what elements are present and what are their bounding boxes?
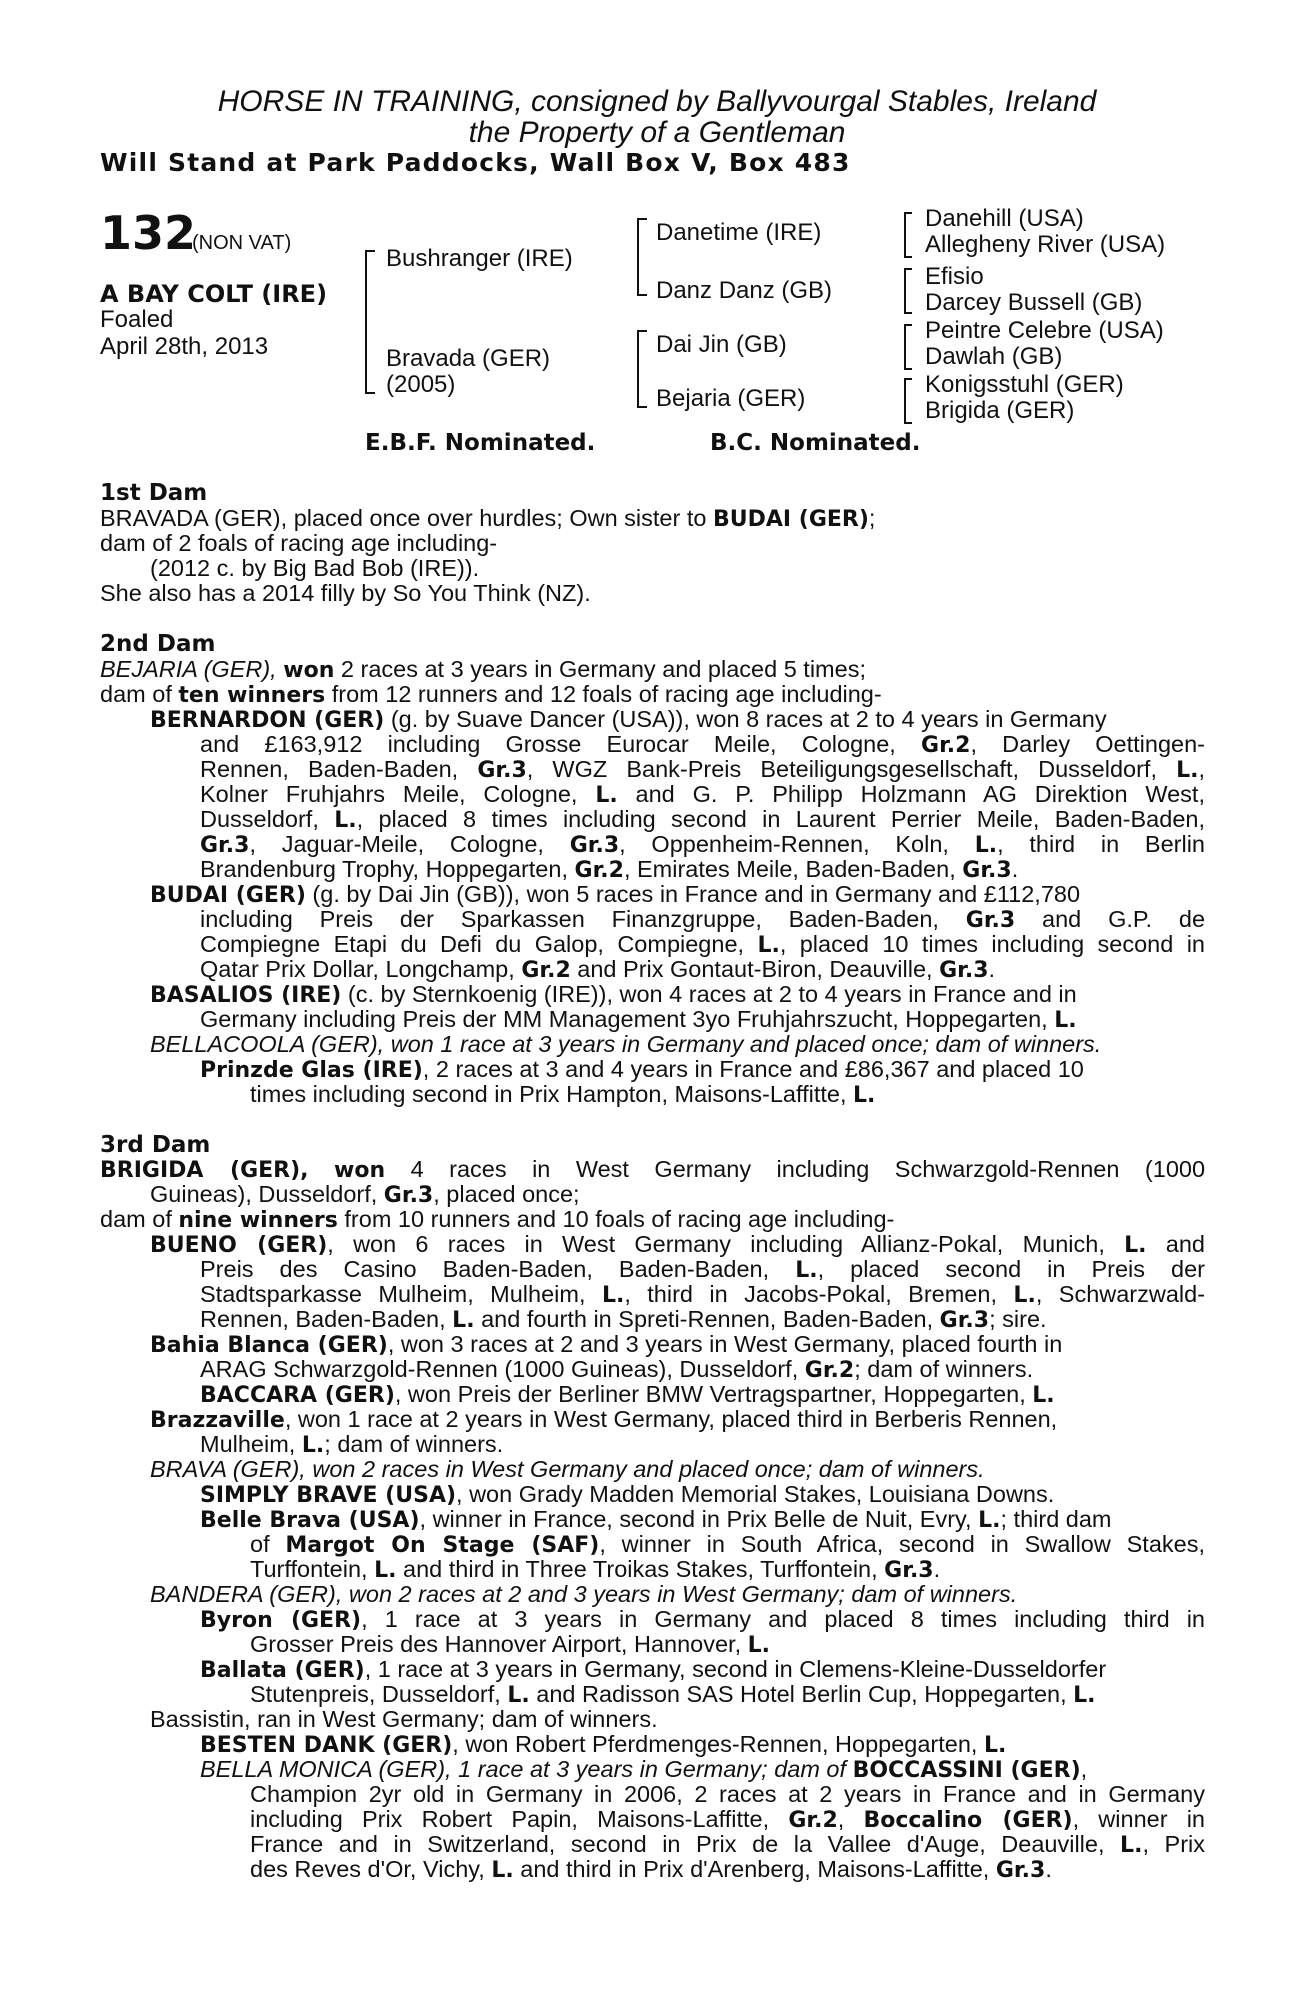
produce-line: including Preis der Sparkassen Finanzgruppe, Baden-Baden, Gr.3 and G.P. de	[200, 906, 1206, 933]
granddam-4: Darcey Bussell (GB)	[925, 289, 1143, 316]
produce-line: Byron (GER), 1 race at 3 years in Germany and placed 8 times including third in	[200, 1606, 1206, 1633]
sire: Bushranger (IRE)	[386, 245, 573, 272]
produce-line: BACCARA (GER), won Preis der Berliner BMW Vertragspartner, Hoppegarten, L.	[200, 1381, 1055, 1408]
granddam-2: Allegheny River (USA)	[925, 231, 1166, 258]
third-dam-line: BRIGIDA (GER), won 4 races in West Germany including Schwarzgold-Rennen (1000	[100, 1156, 1206, 1183]
grandsire-3: Efisio	[925, 263, 984, 290]
grandsire-5: Peintre Celebre (USA)	[925, 317, 1164, 344]
ebf-nominated: E.B.F. Nominated.	[365, 430, 596, 456]
second-dam-line: BEJARIA (GER), won 2 races at 3 years in Germany and placed 5 times;	[100, 656, 866, 683]
produce-line: Champion 2yr old in Germany in 2006, 2 races at 2 years in France and in Germany	[250, 1781, 1205, 1807]
produce-line: Rennen, Baden-Baden, L. and fourth in Spreti-Rennen, Baden-Baden, Gr.3; sire.	[200, 1306, 1047, 1333]
sire-sire: Danetime (IRE)	[656, 219, 822, 246]
produce-line: Preis des Casino Baden-Baden, Baden-Baden, L., placed second in Preis der	[200, 1256, 1206, 1283]
pedigree-brace	[637, 330, 647, 408]
dam-year: (2005)	[386, 371, 456, 398]
produce-line: BRAVA (GER), won 2 races in West Germany and placed once; dam of winners.	[150, 1456, 985, 1482]
pedigree-brace	[637, 218, 647, 296]
produce-line: BASALIOS (IRE) (c. by Sternkoenig (IRE)), won 4 races at 2 to 4 years in France and in	[150, 981, 1077, 1008]
produce-line: Bassistin, ran in West Germany; dam of winners.	[150, 1706, 658, 1732]
grandsire-7: Konigsstuhl (GER)	[925, 371, 1124, 398]
pedigree-brace	[904, 268, 912, 314]
first-dam-line: (2012 c. by Big Bad Bob (IRE)).	[150, 555, 480, 581]
foaled-label: Foaled	[100, 306, 174, 333]
produce-line: Compiegne Etapi du Defi du Galop, Compiegne, L., placed 10 times including second in	[200, 931, 1205, 958]
produce-line: Belle Brava (USA), winner in France, second in Prix Belle de Nuit, Evry, L.; third dam	[200, 1506, 1112, 1533]
first-dam-line: BRAVADA (GER), placed once over hurdles; Own sister to BUDAI (GER);	[100, 505, 876, 532]
second-dam-line: dam of ten winners from 12 runners and 12 foals of racing age including-	[100, 681, 882, 708]
produce-line: Germany including Preis der MM Management 3yo Fruhjahrszucht, Hoppegarten, L.	[200, 1006, 1077, 1033]
pedigree-brace	[365, 250, 375, 394]
pedigree-brace	[904, 378, 912, 424]
produce-line: Brandenburg Trophy, Hoppegarten, Gr.2, Emirates Meile, Baden-Baden, Gr.3.	[200, 856, 1019, 883]
produce-line: Gr.3, Jaguar-Meile, Cologne, Gr.3, Oppenheim-Rennen, Koln, L., third in Berlin	[200, 831, 1205, 858]
produce-line: Mulheim, L.; dam of winners.	[200, 1431, 504, 1458]
produce-line: Grosser Preis des Hannover Airport, Hannover, L.	[250, 1631, 771, 1658]
produce-line: Prinzde Glas (IRE), 2 races at 3 and 4 years in France and £86,367 and placed 10	[200, 1056, 1084, 1083]
produce-line: Dusseldorf, L., placed 8 times including second in Laurent Perrier Meile, Baden-Baden,	[200, 806, 1205, 833]
produce-line: BELLACOOLA (GER), won 1 race at 3 years in Germany and placed once; dam of winners.	[150, 1031, 1102, 1057]
stand-location: Will Stand at Park Paddocks, Wall Box V, Box 483	[100, 148, 851, 177]
pedigree-brace	[904, 212, 912, 258]
produce-line: Brazzaville, won 1 race at 2 years in West Germany, placed third in Berberis Rennen,	[150, 1406, 1058, 1433]
third-dam-line: dam of nine winners from 10 runners and 10 foals of racing age including-	[100, 1206, 895, 1233]
produce-line: Turffontein, L. and third in Three Troikas Stakes, Turffontein, Gr.3.	[250, 1556, 941, 1583]
second-dam-heading: 2nd Dam	[100, 631, 216, 657]
produce-line: ARAG Schwarzgold-Rennen (1000 Guineas), Dusseldorf, Gr.2; dam of winners.	[200, 1356, 1034, 1383]
dam-sire: Dai Jin (GB)	[656, 331, 787, 358]
lot-description: A BAY COLT (IRE)	[100, 280, 328, 308]
vat-status: (NON VAT)	[192, 232, 292, 254]
granddam-6: Dawlah (GB)	[925, 343, 1063, 370]
produce-line: BESTEN DANK (GER), won Robert Pferdmenges-Rennen, Hoppegarten, L.	[200, 1731, 1007, 1758]
produce-line: times including second in Prix Hampton, Maisons-Laffitte, L.	[250, 1081, 876, 1108]
produce-line: BUDAI (GER) (g. by Dai Jin (GB)), won 5 races in France and in Germany and £112,780	[150, 881, 1081, 908]
produce-line: France and in Switzerland, second in Prix de la Vallee d'Auge, Deauville, L., Prix	[250, 1831, 1205, 1858]
dam-dam: Bejaria (GER)	[656, 385, 806, 412]
header-line-1: HORSE IN TRAINING, consigned by Ballyvourgal Stables, Ireland	[217, 85, 1097, 118]
produce-line: Ballata (GER), 1 race at 3 years in Germany, second in Clemens-Kleine-Dusseldorfer	[200, 1656, 1107, 1683]
produce-line: of Margot On Stage (SAF), winner in South Africa, second in Swallow Stakes,	[250, 1531, 1205, 1558]
produce-line: Kolner Fruhjahrs Meile, Cologne, L. and G. P. Philipp Holzmann AG Direktion West,	[200, 781, 1205, 808]
first-dam-heading: 1st Dam	[100, 480, 208, 506]
produce-line: Rennen, Baden-Baden, Gr.3, WGZ Bank-Preis Beteiligungsgesellschaft, Dusseldorf, L.,	[200, 756, 1206, 783]
sire-dam: Danz Danz (GB)	[656, 277, 833, 304]
produce-line: and £163,912 including Grosse Eurocar Meile, Cologne, Gr.2, Darley Oettingen-	[200, 731, 1205, 758]
produce-line: BUENO (GER), won 6 races in West Germany including Allianz-Pokal, Munich, L. and	[150, 1231, 1206, 1258]
grandsire-1: Danehill (USA)	[925, 205, 1084, 232]
foaled-date: April 28th, 2013	[100, 333, 269, 360]
produce-line: BERNARDON (GER) (g. by Suave Dancer (USA)), won 8 races at 2 to 4 years in Germany	[150, 706, 1107, 733]
pedigree-brace	[904, 324, 912, 370]
first-dam-line: She also has a 2014 filly by So You Think (NZ).	[100, 580, 591, 606]
produce-line: Bahia Blanca (GER), won 3 races at 2 and 3 years in West Germany, placed fourth in	[150, 1331, 1063, 1358]
header-line-2: the Property of a Gentleman	[468, 116, 846, 149]
produce-line: Stutenpreis, Dusseldorf, L. and Radisson SAS Hotel Berlin Cup, Hoppegarten, L.	[250, 1681, 1096, 1708]
produce-line: Qatar Prix Dollar, Longchamp, Gr.2 and Prix Gontaut-Biron, Deauville, Gr.3.	[200, 956, 996, 983]
granddam-8: Brigida (GER)	[925, 397, 1075, 424]
lot-number: 132	[100, 206, 197, 260]
produce-line: BELLA MONICA (GER), 1 race at 3 years in Germany; dam of BOCCASSINI (GER),	[200, 1756, 1088, 1783]
produce-line: SIMPLY BRAVE (USA), won Grady Madden Memorial Stakes, Louisiana Downs.	[200, 1481, 1055, 1508]
dam: Bravada (GER)	[386, 345, 551, 372]
first-dam-line: dam of 2 foals of racing age including-	[100, 530, 498, 556]
third-dam-line: Guineas), Dusseldorf, Gr.3, placed once;	[150, 1181, 580, 1208]
produce-line: BANDERA (GER), won 2 races at 2 and 3 years in West Germany; dam of winners.	[150, 1581, 1018, 1607]
produce-line: including Prix Robert Papin, Maisons-Laffitte, Gr.2, Boccalino (GER), winner in	[250, 1806, 1206, 1833]
produce-line: des Reves d'Or, Vichy, L. and third in Prix d'Arenberg, Maisons-Laffitte, Gr.3.	[250, 1856, 1052, 1883]
produce-line: Stadtsparkasse Mulheim, Mulheim, L., third in Jacobs-Pokal, Bremen, L., Schwarzwald-	[200, 1281, 1206, 1308]
third-dam-heading: 3rd Dam	[100, 1132, 211, 1158]
bc-nominated: B.C. Nominated.	[710, 430, 921, 456]
